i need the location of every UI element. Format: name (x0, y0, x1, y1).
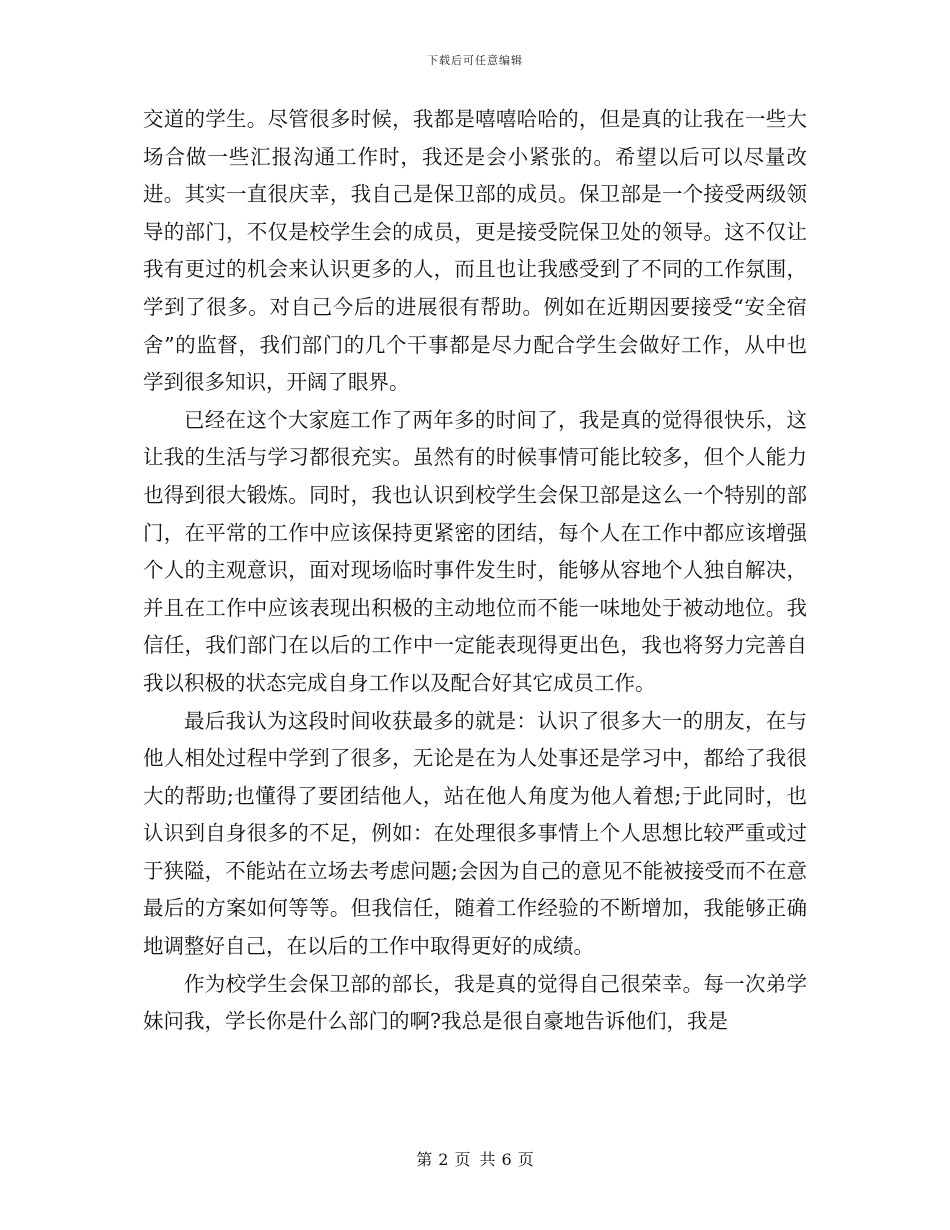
footer-prefix: 第 (416, 1150, 433, 1169)
footer-suffix: 页 (517, 1150, 534, 1169)
footer-middle: 页 共 (454, 1150, 496, 1169)
paragraph-2: 已经在这个大家庭工作了两年多的时间了，我是真的觉得很快乐，这让我的生活与学习都很充实。虽然有的时候事情可能比较多，但个人能力也得到很大锻炼。同时，我也认识到校学生会保卫部是这么一个特别的部门，在平常的工作中应该保持更紧密的团结，每个人在工作中都应该增强个人的主观意识，面对现场临时事件发生时，能够从容地个人独自解决，并且在工作中应该表现出积极的主动地位而不能一味地处于被动地位。我信任，我们部门在以后的工作中一定能表现得更出色，我也将努力完善自我以积极的状态完成自身工作以及配合好其它成员工作。 (143, 407, 807, 695)
current-page-number: 2 (438, 1150, 449, 1169)
paragraph-4: 作为校学生会保卫部的部长，我是真的觉得自己很荣幸。每一次弟学妹问我，学长你是什么部门的啊?我总是很自豪地告诉他们，我是 (143, 971, 807, 1034)
paragraph-1: 交道的学生。尽管很多时候，我都是嘻嘻哈哈的，但是真的让我在一些大场合做一些汇报沟通工作时，我还是会小紧张的。希望以后可以尽量改进。其实一直很庆幸，我自己是保卫部的成员。保卫部是一个接受两级领导的部门，不仅是校学生会的成员，更是接受院保卫处的领导。这不仅让我有更过的机会来认识更多的人，而且也让我感受到了不同的工作氛围，学到了很多。对自己今后的进展很有帮助。例如在近期因要接受“安全宿舍”的监督，我们部门的几个干事都是尽力配合学生会做好工作，从中也学到很多知识，开阔了眼界。 (143, 107, 807, 395)
paragraph-3: 最后我认为这段时间收获最多的就是：认识了很多大一的朋友，在与他人相处过程中学到了很多，无论是在为人处事还是学习中，都给了我很大的帮助;也懂得了要团结他人，站在他人角度为他人着想;于此同时，也认识到自身很多的不足，例如：在处理很多事情上个人思想比较严重或过于狭隘，不能站在立场去考虑问题;会因为自己的意见不能被接受而不在意最后的方案如何等等。但我信任，随着工作经验的不断增加，我能够正确地调整好自己，在以后的工作中取得更好的成绩。 (143, 708, 807, 959)
page-footer (0, 1147, 950, 1170)
total-pages-number: 6 (501, 1150, 512, 1169)
document-body (143, 101, 807, 1041)
page-header: 下载后可任意编辑 (427, 54, 523, 67)
